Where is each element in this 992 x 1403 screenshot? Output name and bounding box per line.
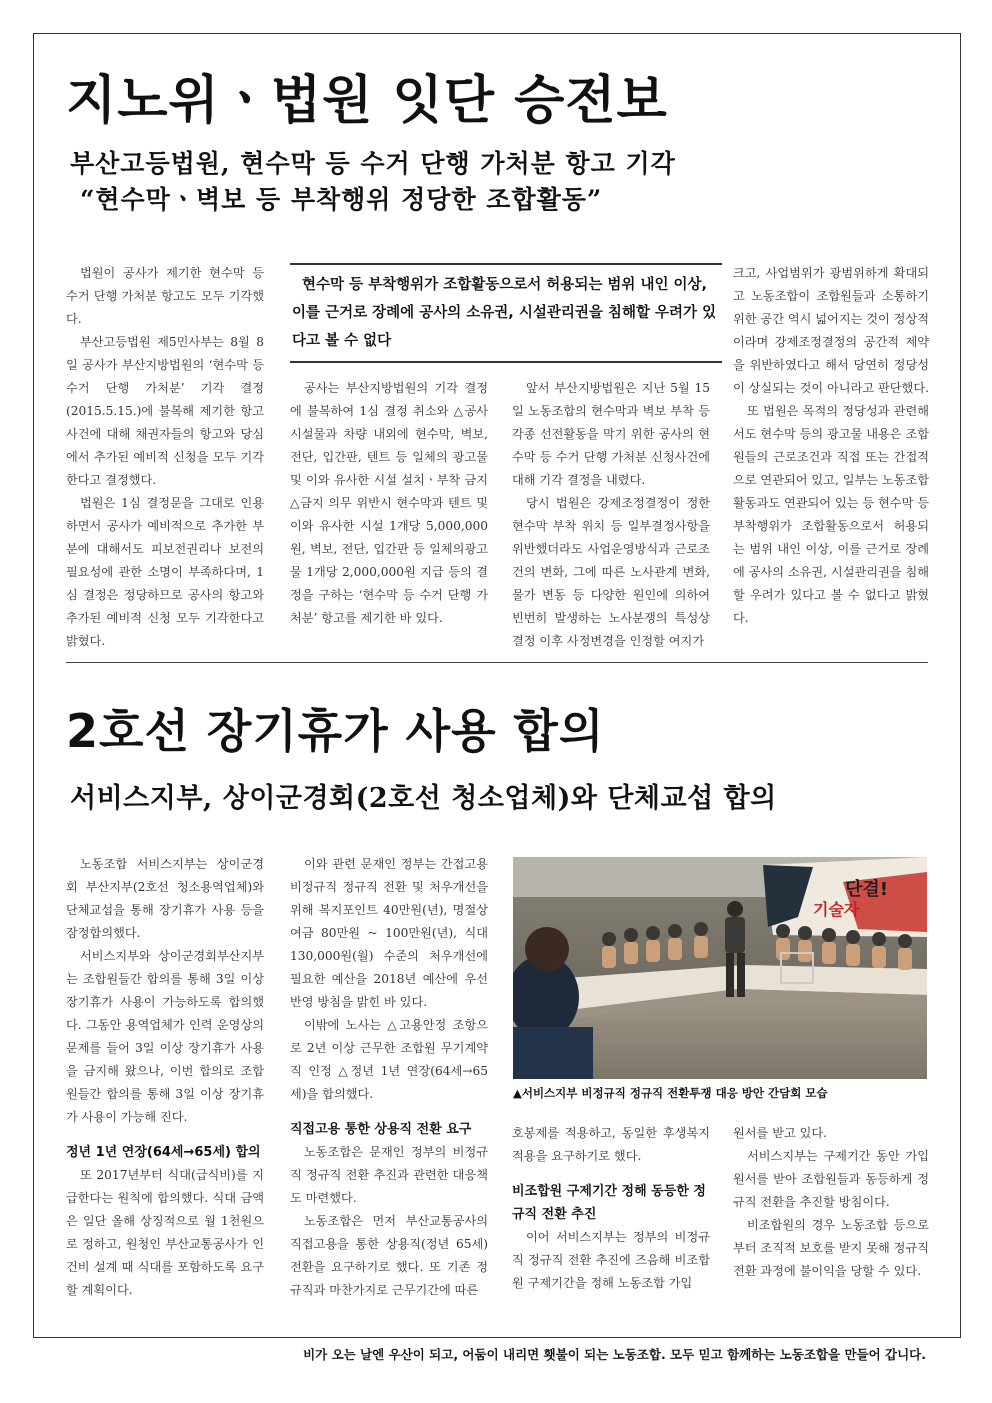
article2-column-1 xyxy=(66,853,264,1302)
paragraph: 노동조합은 문재인 정부의 비정규직 정규직 전환 추진과 관련한 대응책도 마련했다. xyxy=(290,1145,488,1205)
paragraph: 또 2017년부터 식대(급식비)를 지급한다는 원칙에 합의했다. 식대 금액은 일단 올해 상징적으로 월 1천원으로 정하고, 원청인 부산교통공사가 인건비 설계 때 식대를 포함하도록 요구할 계획이다. xyxy=(66,1168,264,1297)
article2-column-3 xyxy=(512,1122,710,1295)
paragraph: 노동조합은 먼저 부산교통공사의 직접고용을 통한 상용직(정년 65세) 전환을 요구하기로 했다. 또 기존 정규직과 마찬가지로 근무기간에 따른 xyxy=(290,1214,488,1297)
paragraph: 호봉제를 적용하고, 동일한 후생복지 적용을 요구하기로 했다. xyxy=(512,1126,710,1163)
banner-text: 단결! xyxy=(845,879,888,900)
article1-headline: 지노위ㆍ법원 잇단 승전보 xyxy=(66,71,668,131)
article1-column-2 xyxy=(290,377,488,630)
paragraph: 원서를 받고 있다. xyxy=(733,1126,828,1140)
article2-subhead: 서비스지부, 상이군경회(2호선 청소업체)와 단체교섭 합의 xyxy=(70,783,777,814)
footer-slogan: 비가 오는 날엔 우산이 되고, 어둠이 내리면 횃불이 되는 노동조합. 모두 믿고 함께하는 노동조합을 만들어 갑니다. xyxy=(303,1347,926,1362)
paragraph: 앞서 부산지방법원은 지난 5월 15일 노동조합의 현수막과 벽보 부착 등 각종 선전활동을 막기 위한 공사의 현수막 등 수거 단행 가처분 신청사건에 대해 기각 결정을 내렸다. xyxy=(512,381,710,487)
paragraph: 서비스지부는 구제기간 동안 가입원서를 받아 조합원들과 동등하게 정규직 전환을 추진할 방침이다. xyxy=(733,1149,929,1209)
section-heading: 직접고용 통한 상용직 전환 요구 xyxy=(290,1122,472,1137)
article1-quote-subhead: “현수막ㆍ벽보 등 부착행위 정당한 조합활동” xyxy=(80,185,603,214)
article1-column-1 xyxy=(66,262,264,653)
paragraph: 서비스지부와 상이군경회부산지부는 조합원들간 합의를 통해 3일 이상 장기휴가 사용이 가능하도록 합의했다. 그동안 용역업체가 인력 운영상의 문제를 들어 3일 이상 장기휴가 사용을 금지해 왔으나, 이번 합의로 조합원들간 합의를 통해 3일 이상 장기휴가 사용이 가능해 진다. xyxy=(66,949,264,1124)
paragraph: 공사는 부산지방법원의 기각 결정에 불복하여 1심 결정 취소와 △공사 시설물과 차량 내외에 현수막, 벽보, 전단, 입간판, 텐트 등 일체의 광고물 및 이와 유사한 시설 설치ㆍ부착 금지 △금지 의무 위반시 현수막과 텐트 및 이와 유사한 시설 1개당 5,000,000원, 벽보, 전단, 입간판 등 일체의광고물 1개당 2,000,000원 지급 등의 결정을 구하는 ‘현수막 등 수거 단행 가처분’ 항고를 제기한 바 있다. xyxy=(290,381,488,625)
paragraph: 또 법원은 목적의 정당성과 관련해서도 현수막 등의 광고물 내용은 조합원들의 근로조건과 직접 또는 간접적으로 연관되어 있고, 일부는 노동조합 활동과도 연관되어 있는 등 현수막 등 부착행위가 조합활동으로서 허용되는 범위 내인 이상, 이를 근거로 장례에 공사의 소유권, 시설관리권을 침해할 우려가 있다고 볼 수 없다고 밝혔다. xyxy=(733,404,929,625)
paragraph: 크고, 사업범위가 광범위하게 확대되고 노동조합이 조합원들과 소통하기 위한 공간 역시 넓어지는 것이 정상적이라며 강제조정결정의 공간적 제약을 위반하였다고 해서 당연히 정당성이 상실되는 것이 아니라고 판단했다. xyxy=(733,266,929,395)
article2-column-4 xyxy=(733,1122,929,1283)
article1-column-3 xyxy=(512,377,710,653)
paragraph: 이어 서비스지부는 정부의 비정규직 정규직 전환 추진에 즈음해 비조합원 구제기간을 정해 노동조합 가입 xyxy=(512,1230,710,1290)
paragraph: 비조합원의 경우 노동조합 등으로부터 조직적 보호를 받지 못해 정규직 전환 과정에 불이익을 당할 수 있다. xyxy=(733,1218,929,1278)
pull-quote: 현수막 등 부착행위가 조합활동으로서 허용되는 범위 내인 이상, 이를 근거로 장례에 공사의 소유권, 시설관리권을 침해할 우려가 있다고 볼 수 없다 xyxy=(290,263,722,363)
paragraph: 당시 법원은 강제조정결정이 정한 현수막 부착 위치 등 일부결정사항을 위반했더라도 사업운영방식과 근로조건의 변화, 그에 따른 노사관계 변화, 물가 변동 등 다양한 원인에 의하여 빈번히 발생하는 노사분쟁의 특성상 결정 이후 사정변경을 인정할 여지가 xyxy=(512,496,710,648)
section-heading: 비조합원 구제기간 정해 동등한 정규직 전환 추진 xyxy=(512,1184,706,1222)
section-heading: 정년 1년 연장(64세→65세) 합의 xyxy=(66,1145,261,1160)
article2-column-2 xyxy=(290,853,488,1302)
paragraph: 법원은 1심 결정문을 그대로 인용하면서 공사가 예비적으로 추가한 부분에 대해서도 피보전권리나 보전의 필요성에 관한 소명이 부족하다며, 1심 결정은 정당하므로 공사의 항고와 추가된 예비적 신청 모두 기각한다고 밝혔다. xyxy=(66,496,264,648)
section-divider xyxy=(66,662,928,663)
paragraph: 이밖에 노사는 △고용안정 조항으로 2년 이상 근무한 조합원 무기계약직 인정 △정년 1년 연장(64세→65세)을 합의했다. xyxy=(290,1018,488,1101)
paragraph: 부산고등법원 제5민사부는 8월 8일 공사가 부산지방법원의 ‘현수막 등 수거 단행 가처분’ 기각 결정(2015.5.15.)에 불복해 제기한 항고사건에 대해 채권자들의 항고와 당심에서 추가된 예비적 신청을 모두 기각한다고 결정했다. xyxy=(66,335,264,487)
article2-headline: 2호선 장기휴가 사용 합의 xyxy=(66,704,605,758)
meeting-photo xyxy=(513,857,927,1079)
paragraph: 법원이 공사가 제기한 현수막 등 수거 단행 가처분 항고도 모두 기각했다. xyxy=(66,266,264,326)
svg-text:기술자: 기술자 xyxy=(813,900,860,919)
paragraph: 이와 관련 문재인 정부는 간접고용 비정규직 정규직 전환 및 처우개선을 위해 복지포인트 40만원(년), 명절상여금 80만원 ~ 100만원(년), 식대 130,000원(월) 수준의 처우개선에 필요한 예산을 2018년 예산에 우선 반영 방침을 밝힌 바 있다. xyxy=(290,857,488,1009)
article1-column-4 xyxy=(733,262,929,630)
paragraph: 노동조합 서비스지부는 상이군경회 부산지부(2호선 청소용역업체)와 단체교섭을 통해 장기휴가 사용 등을 잠정합의했다. xyxy=(66,857,264,940)
photo-caption: ▲서비스지부 비정규직 정규직 전환투쟁 대응 방안 간담회 모습 xyxy=(513,1086,828,1100)
article1-subhead: 부산고등법원, 현수막 등 수거 단행 가처분 항고 기각 xyxy=(70,149,676,178)
